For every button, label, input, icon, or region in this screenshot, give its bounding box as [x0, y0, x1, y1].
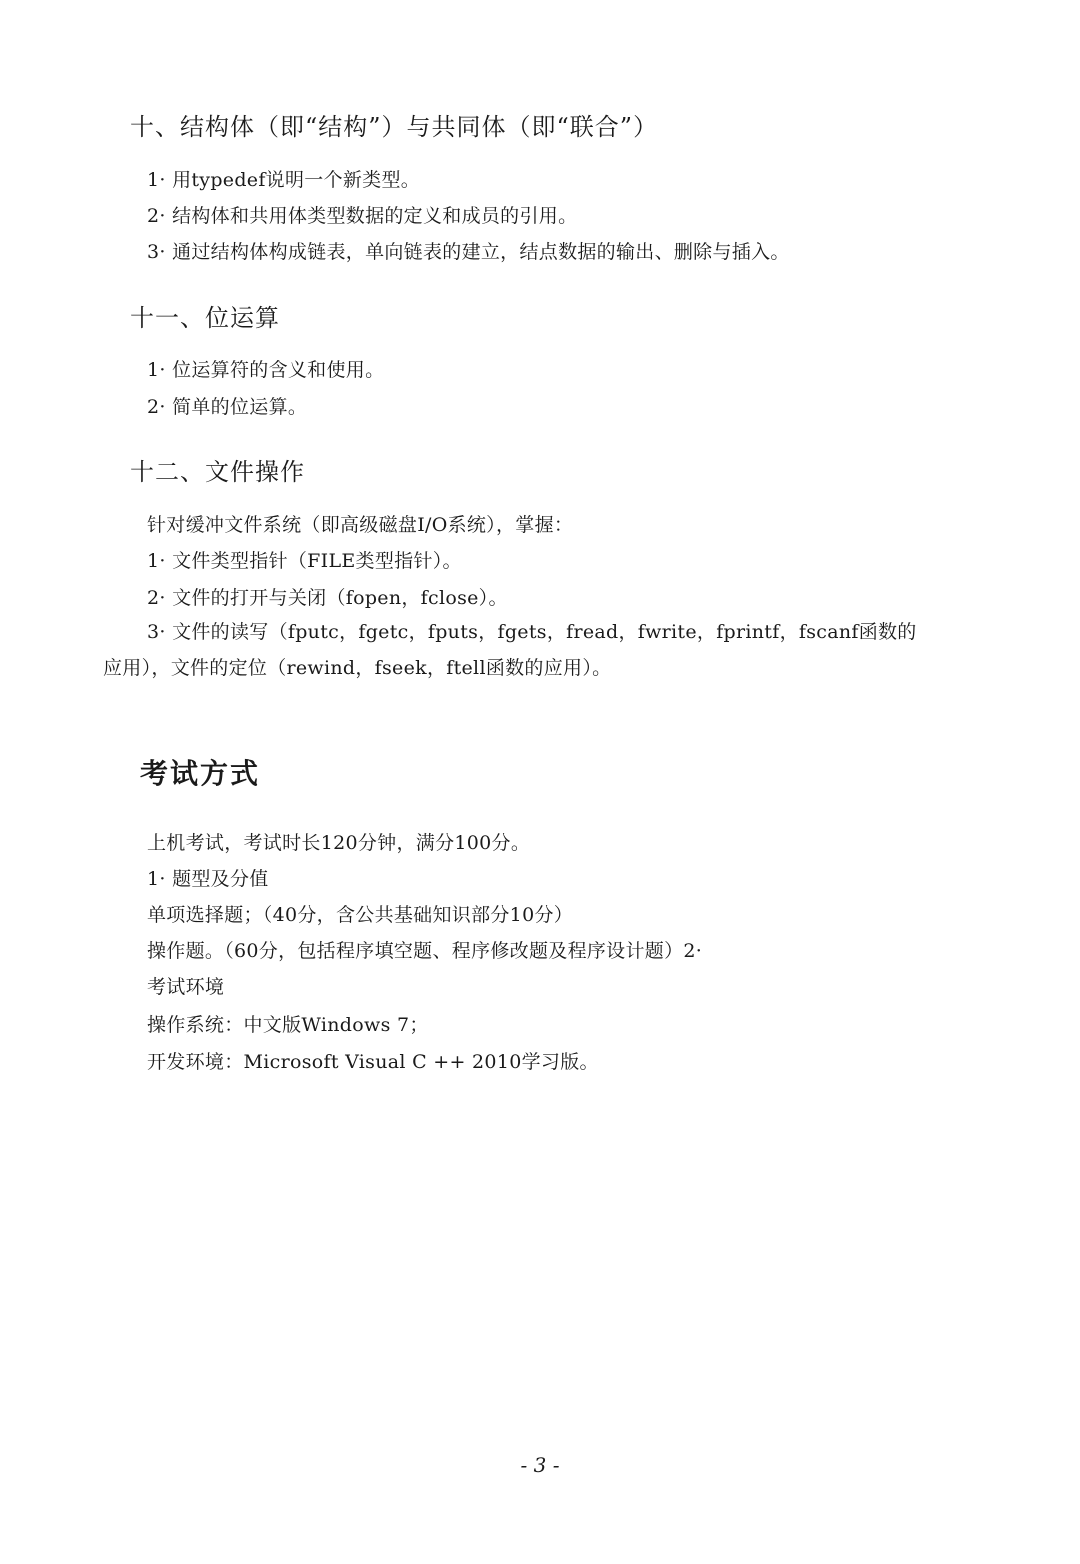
- exam-line-5: 考试环境: [147, 976, 225, 998]
- section-11-item-1: 1· 位运算符的含义和使用。: [147, 359, 385, 381]
- section-heading-12: 十二、文件操作: [130, 458, 305, 486]
- section-12-item-3: 3· 文件的读写（fputc，fgetc，fputs，fgets，fread，fwrite，fprintf，fscanf函数的: [147, 621, 917, 643]
- section-12-item-2: 2· 文件的打开与关闭（fopen，fclose）。: [147, 587, 508, 609]
- section-heading-10: 十、结构体（即“结构”）与共同体（即“联合”）: [130, 113, 659, 141]
- exam-line-3: 单项选择题；（40分，含公共基础知识部分10分）: [147, 904, 574, 926]
- exam-line-7: 开发环境：Microsoft Visual C ++ 2010学习版。: [147, 1051, 599, 1073]
- section-heading-11: 十一、位运算: [130, 304, 280, 332]
- section-12-intro: 针对缓冲文件系统（即高级磁盘I/O系统），掌握：: [147, 514, 574, 536]
- section-12-item-1: 1· 文件类型指针（FILE类型指针）。: [147, 550, 462, 572]
- section-12-item-3-continued: 应用），文件的定位（rewind，fseek，ftell函数的应用）。: [103, 657, 612, 679]
- section-10-item-2: 2· 结构体和共用体类型数据的定义和成员的引用。: [147, 205, 578, 227]
- section-10-item-1: 1· 用typedef说明一个新类型。: [147, 169, 421, 191]
- section-11-item-2: 2· 简单的位运算。: [147, 396, 308, 418]
- page-number: - 3 -: [520, 1453, 560, 1477]
- exam-line-1: 上机考试，考试时长120分钟，满分100分。: [147, 832, 531, 854]
- exam-line-6: 操作系统：中文版Windows 7；: [147, 1014, 429, 1036]
- exam-method-title: 考试方式: [140, 757, 261, 790]
- exam-line-2: 1· 题型及分值: [147, 868, 269, 890]
- exam-line-4: 操作题。（60分，包括程序填空题、程序修改题及程序设计题）2·: [147, 940, 703, 962]
- section-10-item-3: 3· 通过结构体构成链表，单向链表的建立，结点数据的输出、删除与插入。: [147, 241, 790, 263]
